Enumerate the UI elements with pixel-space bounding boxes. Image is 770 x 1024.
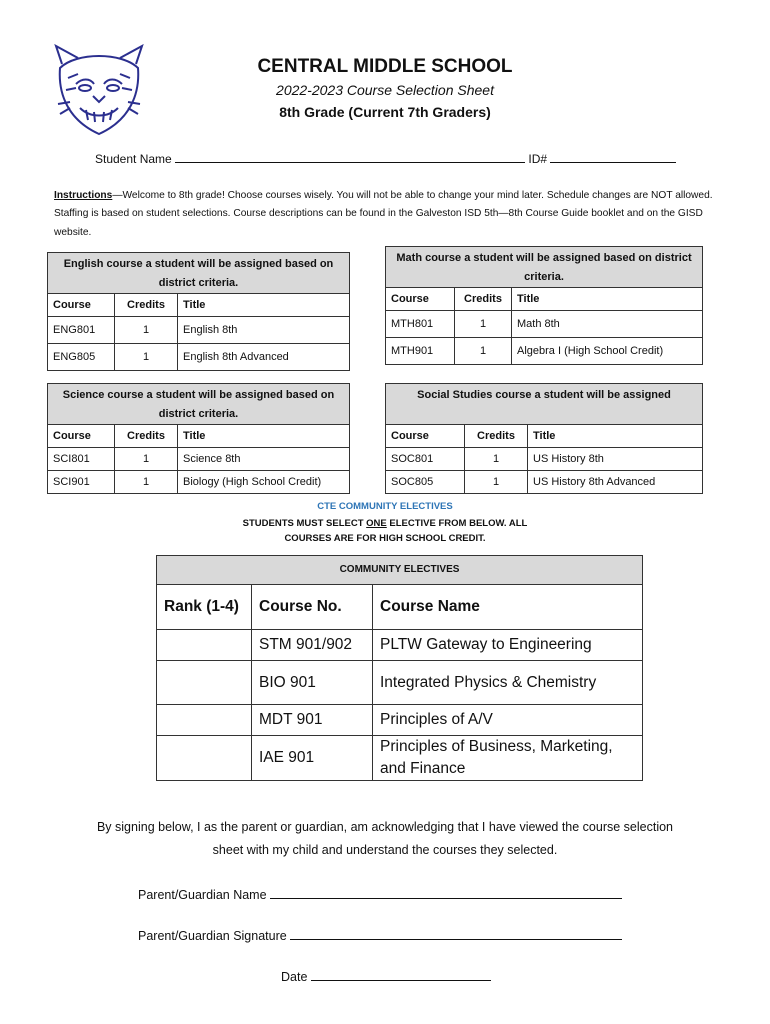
course-credits: 1 (115, 317, 178, 344)
table-row (386, 448, 703, 471)
col-title: Title (512, 288, 703, 311)
grade-heading: 8th Grade (Current 7th Graders) (279, 104, 491, 120)
rank-input[interactable] (157, 736, 252, 781)
math-course-table (385, 246, 703, 365)
cte-line1-pre: STUDENTS MUST SELECT (242, 518, 367, 529)
guardian-name-label: Parent/Guardian Name (138, 888, 267, 902)
col-rank: Rank (1-4) (157, 585, 252, 630)
rank-input[interactable] (157, 705, 252, 736)
col-title: Title (178, 425, 350, 448)
course-credits: 1 (455, 311, 512, 338)
elective-course-name: Principles of Business, Marketing, and Finance (373, 736, 643, 781)
electives-header: COMMUNITY ELECTIVES (157, 556, 643, 585)
elective-course-no: IAE 901 (252, 736, 373, 781)
student-name-field[interactable] (175, 150, 525, 163)
col-credits: Credits (465, 425, 528, 448)
guardian-name-line (138, 886, 622, 902)
date-label: Date (281, 970, 308, 984)
rank-input[interactable] (157, 630, 252, 661)
english-course-table (47, 252, 350, 371)
course-code: MTH801 (386, 311, 455, 338)
course-code: SOC801 (386, 448, 465, 471)
col-credits: Credits (115, 294, 178, 317)
col-course: Course (386, 425, 465, 448)
table-row (386, 311, 703, 338)
math-header: Math course a student will be assigned based on district criteria. (386, 247, 703, 288)
elective-row (157, 705, 643, 736)
acknowledgement-statement (0, 816, 770, 862)
elective-course-name: PLTW Gateway to Engineering (373, 630, 643, 661)
student-info-line (95, 150, 676, 166)
instructions-label: Instructions (54, 190, 113, 201)
cte-instructions (0, 516, 770, 546)
date-line (281, 968, 491, 984)
course-code: SCI801 (48, 448, 115, 471)
instructions (54, 187, 716, 242)
course-code: SCI901 (48, 471, 115, 494)
date-field[interactable] (311, 968, 491, 981)
elective-course-no: STM 901/902 (252, 630, 373, 661)
course-title: Math 8th (512, 311, 703, 338)
guardian-signature-label: Parent/Guardian Signature (138, 929, 287, 943)
col-credits: Credits (115, 425, 178, 448)
table-row (48, 448, 350, 471)
elective-course-no: MDT 901 (252, 705, 373, 736)
course-title: US History 8th Advanced (528, 471, 703, 494)
table-row (48, 317, 350, 344)
col-course: Course (386, 288, 455, 311)
school-name: CENTRAL MIDDLE SCHOOL (257, 56, 513, 77)
elective-row (157, 630, 643, 661)
social-studies-header: Social Studies course a student will be assigned (386, 384, 703, 425)
col-course-no: Course No. (252, 585, 373, 630)
cte-title: CTE COMMUNITY ELECTIVES (317, 501, 453, 512)
table-row (48, 344, 350, 371)
cte-line1-post: ELECTIVE FROM BELOW. ALL (386, 518, 528, 529)
table-row (386, 338, 703, 365)
course-credits: 1 (115, 471, 178, 494)
course-code: ENG805 (48, 344, 115, 371)
course-credits: 1 (115, 344, 178, 371)
col-course-name: Course Name (373, 585, 643, 630)
rank-input[interactable] (157, 661, 252, 705)
statement-line-2: sheet with my child and understand the courses they selected. (212, 843, 558, 857)
guardian-signature-line (138, 927, 622, 943)
course-code: MTH901 (386, 338, 455, 365)
cte-line1-emph: ONE (366, 518, 387, 529)
course-title: Algebra I (High School Credit) (512, 338, 703, 365)
col-course: Course (48, 294, 115, 317)
sheet-subtitle: 2022-2023 Course Selection Sheet (276, 82, 494, 98)
course-code: ENG801 (48, 317, 115, 344)
col-title: Title (178, 294, 350, 317)
social-studies-course-table (385, 383, 703, 494)
course-title: English 8th (178, 317, 350, 344)
course-code: SOC805 (386, 471, 465, 494)
course-title: English 8th Advanced (178, 344, 350, 371)
table-row (48, 471, 350, 494)
course-credits: 1 (115, 448, 178, 471)
science-header: Science course a student will be assigned based on district criteria. (48, 384, 350, 425)
student-id-label: ID# (528, 152, 548, 166)
instructions-text: —Welcome to 8th grade! Choose courses wisely. You will not be able to change your mind later. Schedule changes are NOT allowed. Staffing is based on student selections. Course descriptions can be found in the Galveston ISD 5th—8th Course Guide booklet and on the GISD website. (54, 190, 713, 238)
community-electives-table (156, 555, 643, 781)
elective-row (157, 736, 643, 781)
col-credits: Credits (455, 288, 512, 311)
elective-row (157, 661, 643, 705)
elective-course-name: Principles of A/V (373, 705, 643, 736)
science-course-table (47, 383, 350, 494)
course-title: Science 8th (178, 448, 350, 471)
english-header: English course a student will be assigned based on district criteria. (48, 253, 350, 294)
col-title: Title (528, 425, 703, 448)
guardian-name-field[interactable] (270, 886, 622, 899)
student-id-field[interactable] (550, 150, 676, 163)
elective-course-no: BIO 901 (252, 661, 373, 705)
course-credits: 1 (465, 448, 528, 471)
statement-line-1: By signing below, I as the parent or guardian, am acknowledging that I have viewed the course selection (96, 820, 674, 834)
course-title: US History 8th (528, 448, 703, 471)
guardian-signature-field[interactable] (290, 927, 622, 940)
student-name-label: Student Name (95, 152, 172, 166)
course-credits: 1 (455, 338, 512, 365)
table-row (386, 471, 703, 494)
cte-line2: COURSES ARE FOR HIGH SCHOOL CREDIT. (284, 533, 486, 544)
course-credits: 1 (465, 471, 528, 494)
course-title: Biology (High School Credit) (178, 471, 350, 494)
elective-course-name: Integrated Physics & Chemistry (373, 661, 643, 705)
col-course: Course (48, 425, 115, 448)
